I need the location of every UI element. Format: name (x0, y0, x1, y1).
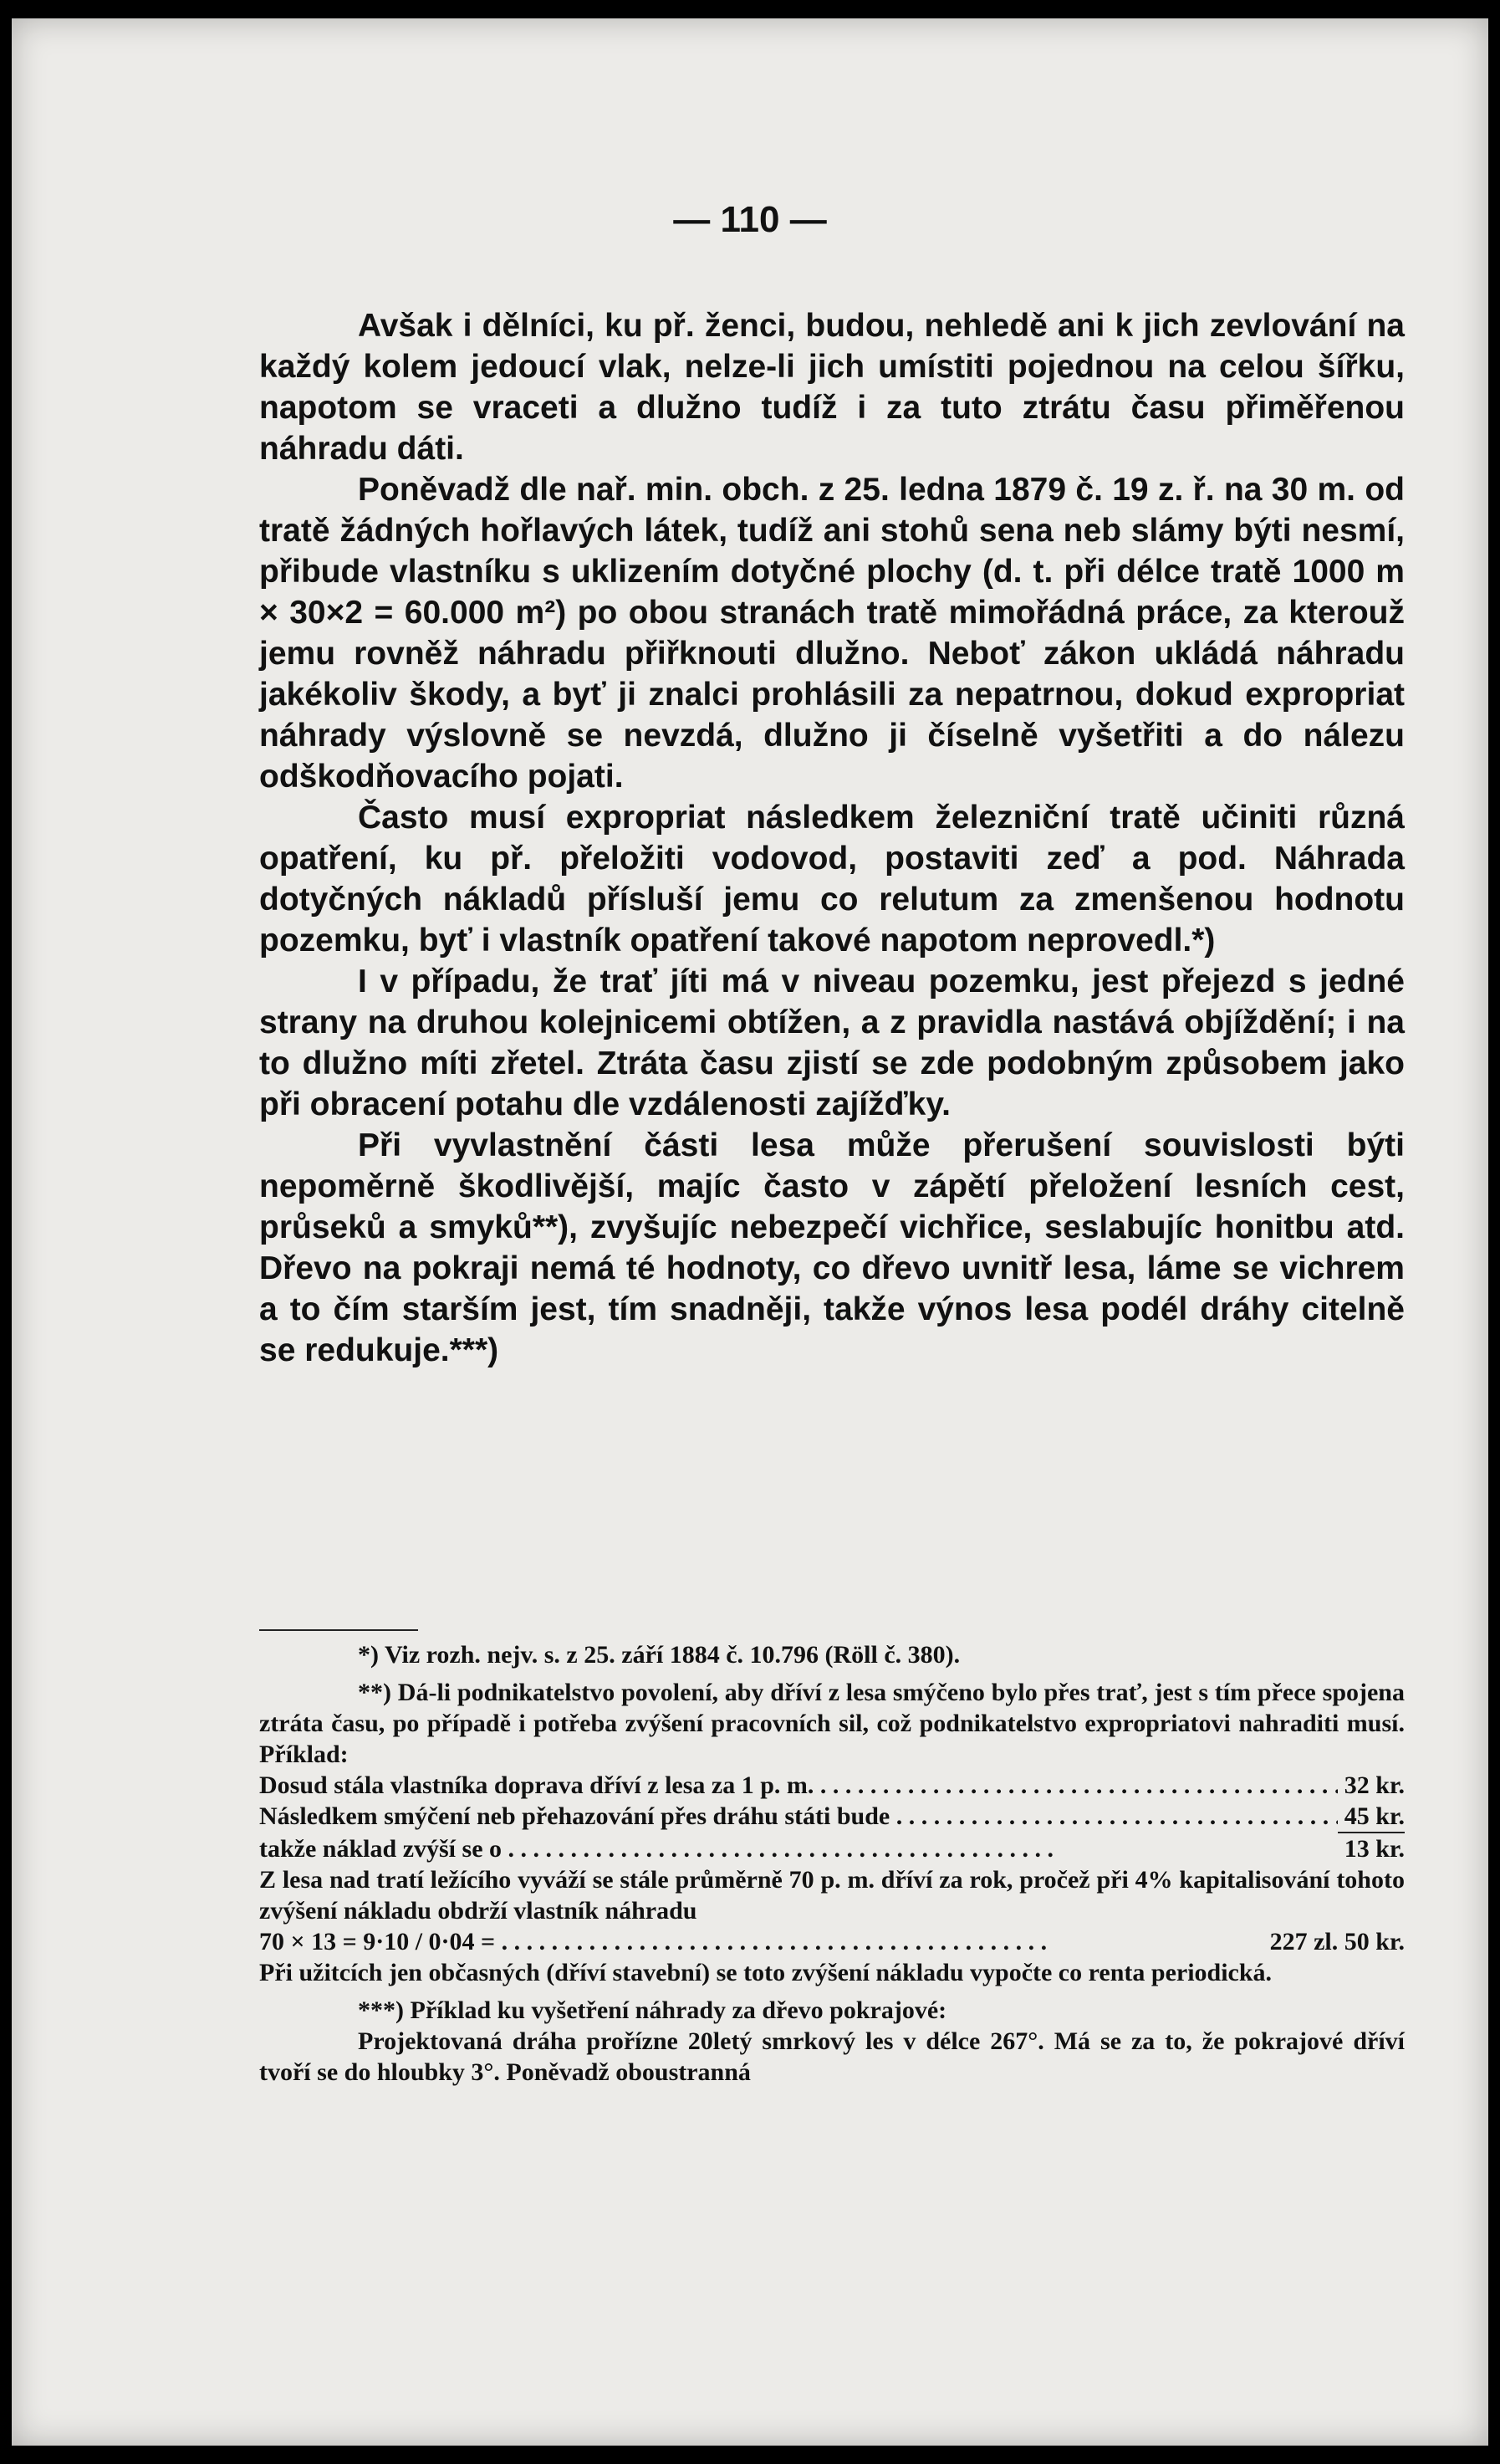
footnote-2-mid: Z lesa nad tratí ležícího vyváží se stále průměrně 70 p. m. dříví za rok, pročež při 4% kapitalisování tohoto zvýšení nákladu obdrží vlastník náhradu (259, 1866, 1405, 1925)
cost-row-1 (259, 1770, 1405, 1801)
footnotes (259, 1639, 1405, 2088)
paragraph-5: Při vyvlastnění části lesa může přerušení souvislosti býti nepoměrně škodlivější, majíc často v zápětí přeložení lesních cest, průseků a smyků**), zvyšujíc nebezpečí vichřice, seslabujíc honitbu atd. Dřevo na pokraji nemá té hodnoty, co dřevo uvnitř lesa, láme se vichrem a to čím starším jest, tím snadněji, takže výnos lesa podél dráhy citelně se redukuje.***) (259, 1127, 1405, 1368)
formula-value: 227 zl. 50 kr. (1269, 1928, 1405, 1955)
page-number: — 110 — (673, 199, 827, 240)
cost-row-2 (259, 1801, 1405, 1833)
cost-row-2-label: Následkem smýčení neb přehazování přes dráhu státi bude . . . (259, 1801, 1338, 1832)
footnote-1: *) Viz rozh. nejv. s. z 25. září 1884 č. 10.796 (Röll č. 380). (358, 1641, 961, 1669)
footnote-2-intro: **) Dá-li podnikatelstvo povolení, aby dříví z lesa smýčeno bylo přes trať, jest s tím přece spojena ztráta času, po případě i potřeba zvýšení pracovních sil, což podnikatelstvo expropriatovi nahraditi musí. Příklad: (259, 1679, 1405, 1768)
body-text (259, 305, 1405, 1371)
cost-row-1-label: Dosud stála vlastníka doprava dříví z lesa za 1 p. m. . . . (259, 1770, 1338, 1801)
footnote-separator (259, 1629, 418, 1631)
formula-row (259, 1926, 1405, 1957)
paragraph-3: Často musí expropriat následkem železniční tratě učiniti různá opatření, ku př. přeložiti vodovod, postaviti zeď a pod. Náhrada dotyčných nákladů přísluší jemu co relutum za zmenšenou hodnotu pozemku, byť i vlastník opatření takové napotom neprovedl.*) (259, 800, 1405, 959)
paragraph-1: Avšak i dělníci, ku př. ženci, budou, nehledě ani k jich zevlování na každý kolem jedoucí vlak, nelze-li jich umístiti pojednou na celou šířku, napotom se vraceti a dlužno tudíž i za tuto ztrátu času přiměřenou náhradu dáti. (259, 308, 1405, 467)
footnote-3-intro: ***) Příklad ku vyšetření náhrady za dřevo pokrajové: (358, 1996, 947, 2024)
cost-row-3-label: takže náklad zvýší se o . . . (259, 1833, 1338, 1864)
footnote-3-text: Projektovaná dráha prořízne 20letý smrkový les v délce 267°. Má se za to, že pokrajové dříví tvoří se do hloubky 3°. Poněvadž oboustranná (259, 2027, 1405, 2086)
cost-row-3 (259, 1833, 1405, 1864)
footnote-2-end: Při užitcích jen občasných (dříví stavební) se toto zvýšení nákladu vypočte co renta periodická. (259, 1959, 1273, 1986)
cost-row-2-value: 45 kr. (1338, 1801, 1405, 1833)
cost-row-3-value: 13 kr. (1344, 1835, 1405, 1863)
formula-label: 70 × 13 = 9·10 / 0·04 = . . . (259, 1926, 1263, 1957)
cost-row-1-value: 32 kr. (1344, 1771, 1405, 1799)
paragraph-2: Poněvadž dle nař. min. obch. z 25. ledna 1879 č. 19 z. ř. na 30 m. od tratě žádných hořlavých látek, tudíž ani stohů sena neb slámy býti nesmí, přibude vlastníku s uklizením dotyčné plochy (d. t. při délce tratě 1000 m × 30×2 = 60.000 m²) po obou stranách tratě mimořádná práce, za kterouž jemu rovněž náhradu přiřknouti dlužno. Neboť zákon ukládá náhradu jakékoliv škody, a byť ji znalci prohlásili za nepatrnou, dokud expropriat náhrady výslovně se nevzdá, dlužno ji číselně vyšetřiti a do nálezu odškodňovacího pojati. (259, 472, 1405, 795)
paragraph-4: I v případu, že trať jíti má v niveau pozemku, jest přejezd s jedné strany na druhou kolejnicemi obtížen, a z pravidla nastává objíždění; i na to dlužno míti zřetel. Ztráta času zjistí se zde podobným způsobem jako při obracení potahu dle vzdálenosti zajížďky. (259, 964, 1405, 1122)
